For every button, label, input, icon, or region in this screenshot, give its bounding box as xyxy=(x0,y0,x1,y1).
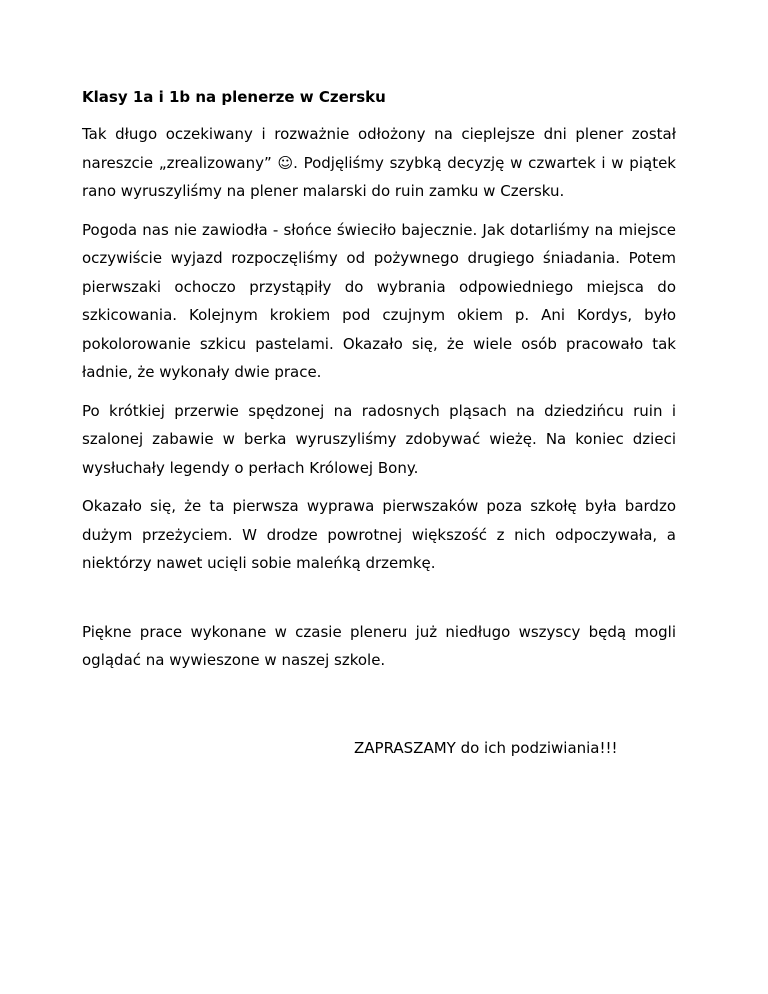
paragraph-return: Okazało się, że ta pierwsza wyprawa pierwszaków poza szkołę była bardzo dużym przeżyciem. W drodze powrotnej większość z nich odpoczywała, a niektórzy nawet ucięli sobie maleńką drzemkę. xyxy=(82,497,676,572)
paragraph-break: Po krótkiej przerwie spędzonej na radosnych pląsach na dziedzińcu ruin i szalonej zabawie w berka wyruszyliśmy zdobywać wieżę. Na koniec dzieci wysłuchały legendy o perłach Królowej Bony. xyxy=(82,401,676,477)
document-title: Klasy 1a i 1b na plenerze w Czersku xyxy=(82,88,386,106)
paragraph-exhibition: Piękne prace wykonane w czasie pleneru już niedługo wszyscy będą mogli oglądać na wywieszone w naszej szkole. xyxy=(82,622,676,669)
closing-invitation: ZAPRASZAMY do ich podziwiania!!! xyxy=(354,739,618,757)
paragraph-weather: Pogoda nas nie zawiodła - słońce świeciło bajecznie. Jak dotarliśmy na miejsce oczywiście wyjazd rozpoczęliśmy od pożywnego drugiego śniadania. Potem pierwszaki ochoczo przystąpiły do wybrania odpowiedniego miejsca do szkicowania. Kolejnym krokiem pod czujnym okiem p. Ani Kordys, było pokolorowanie szkicu pastelami. Okazało się, że wiele osób pracowało tak ładnie, że wykonały dwie prace. xyxy=(82,220,676,381)
paragraph-intro: Tak długo oczekiwany i rozważnie odłożony na cieplejsze dni plener został nareszcie „zrealizowany” ☺. Podjęliśmy szybką decyzję w czwartek i w piątek rano wyruszyliśmy na plener malarski do ruin zamku w Czersku. xyxy=(82,125,676,200)
document-body xyxy=(82,84,676,685)
